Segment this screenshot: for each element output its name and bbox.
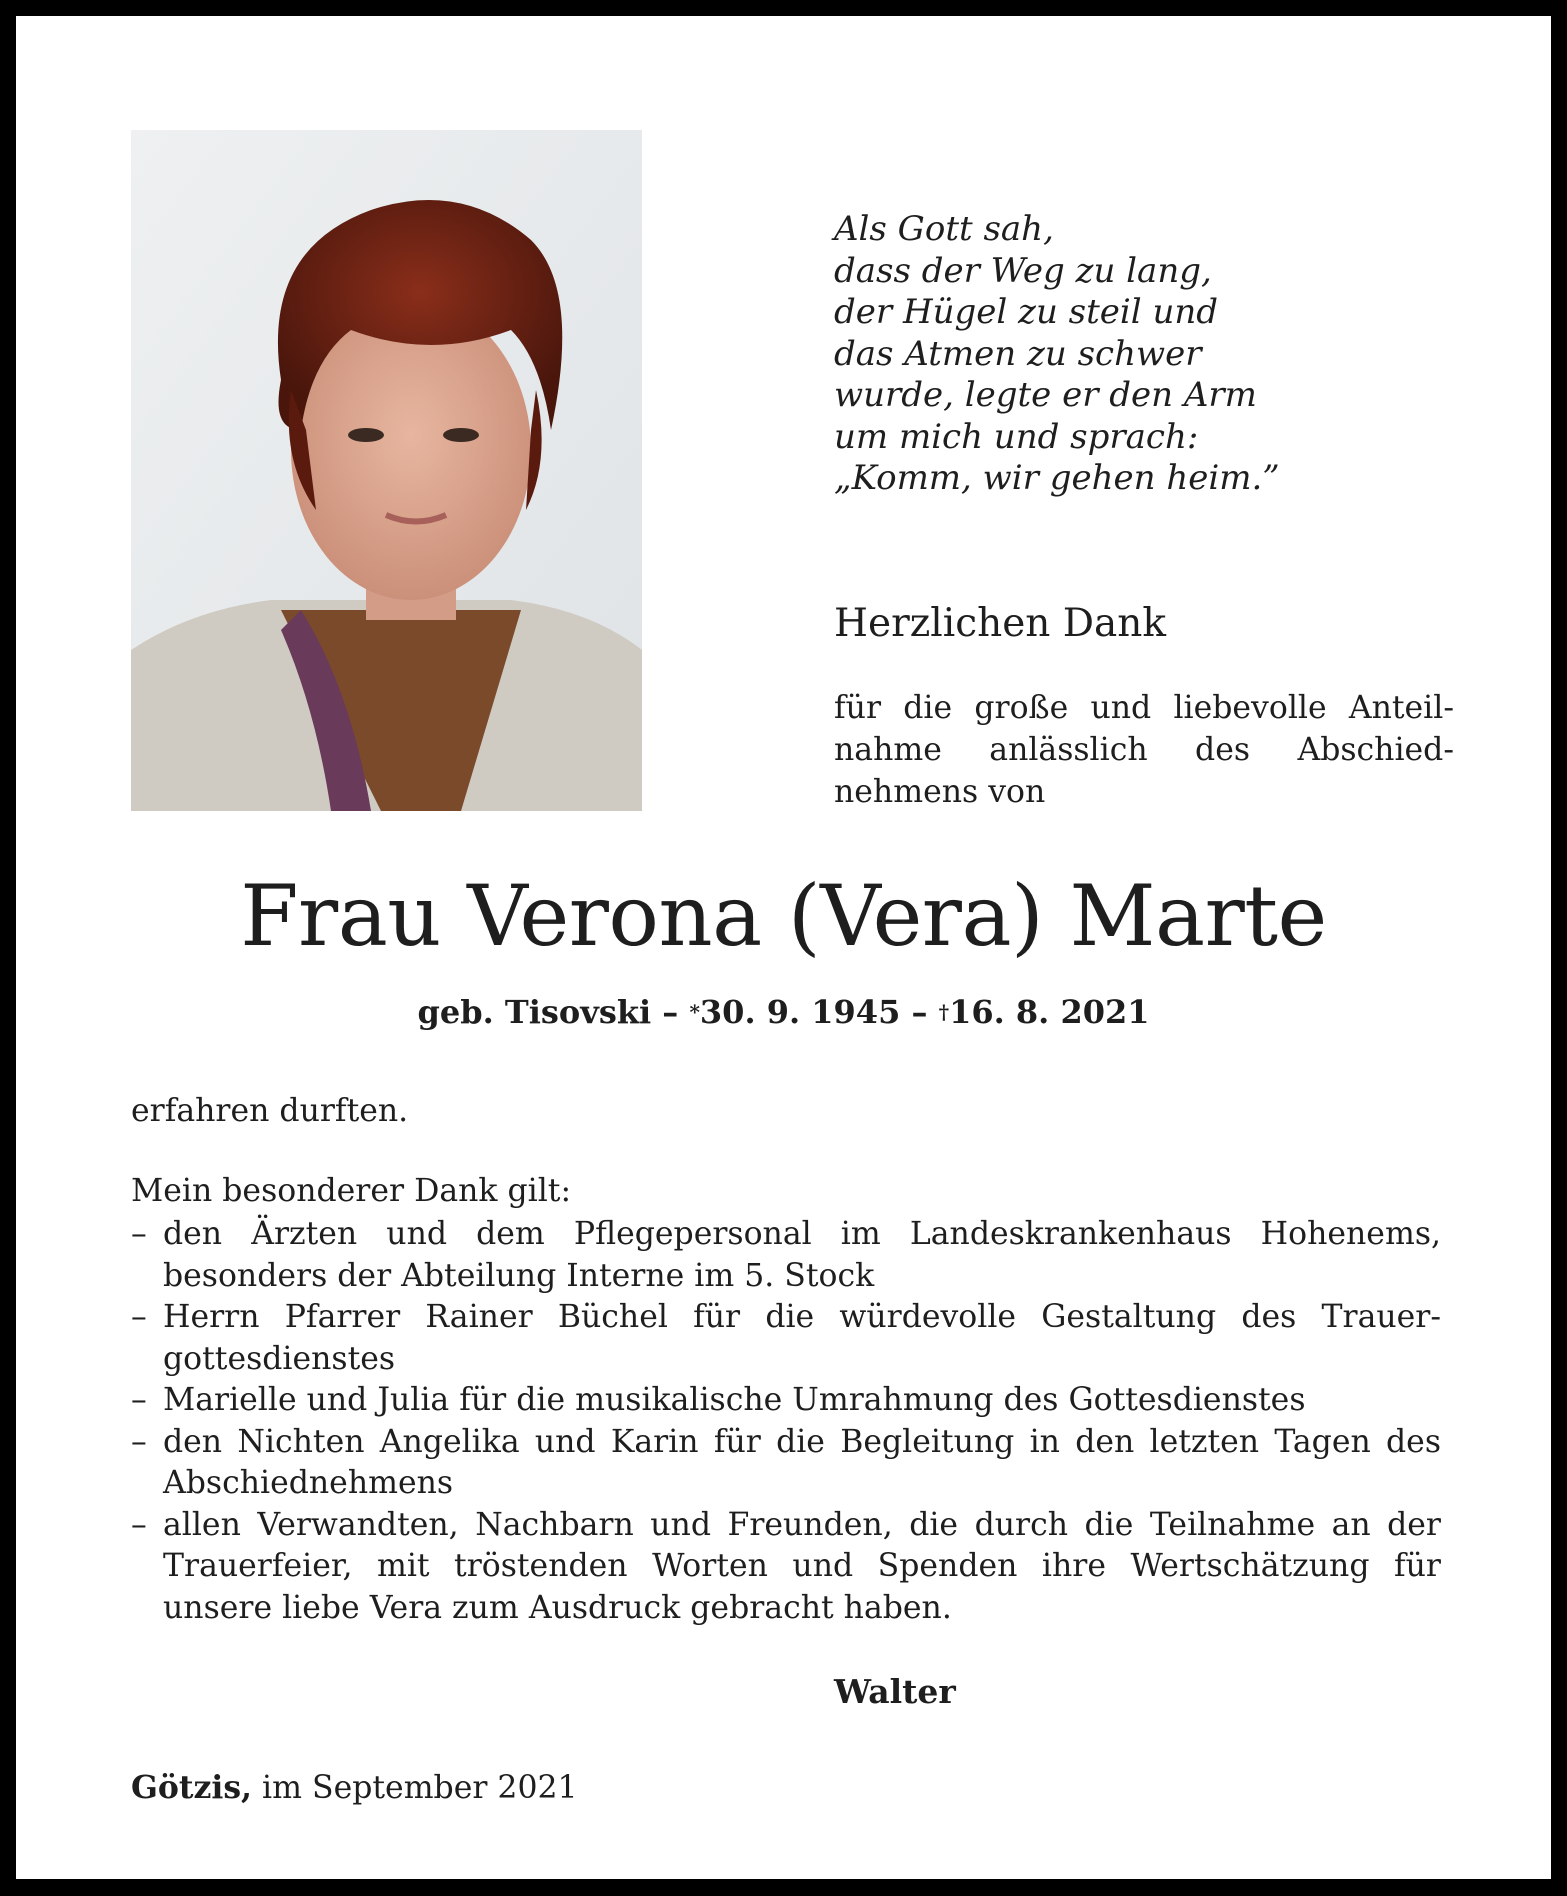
list-dash: – — [131, 1299, 147, 1335]
list-dash: – — [131, 1506, 147, 1543]
deceased-name: Frau Verona (Vera) Marte — [240, 867, 1327, 965]
obituary-notice — [16, 16, 1551, 1879]
poem — [834, 209, 1474, 500]
list-item — [131, 1214, 1441, 1297]
poem-line: um mich und sprach: — [834, 416, 1199, 457]
poem-line: das Atmen zu schwer — [834, 333, 1202, 374]
list-dash: – — [131, 1423, 147, 1460]
list-item — [131, 1297, 1441, 1380]
special-thanks-list — [131, 1214, 1441, 1629]
separator: – — [911, 993, 928, 1031]
list-item-text: allen Verwandten, Nachbarn und Freunden, die durch die Teilnahme an der Trauerfeier, mit tröstenden Worten und Spenden ihre Wertschätzung für unsere liebe Vera zum Ausdruck gebracht haben. — [163, 1506, 1441, 1626]
poem-line: „Komm, wir gehen heim.” — [834, 458, 1280, 498]
list-item — [131, 1380, 1441, 1422]
signature: Walter — [834, 1672, 956, 1711]
list-item-text: den Nichten Angelika und Karin für die Begleitung in den letzten Tagen des Abschiednehmens — [163, 1423, 1441, 1501]
intro-text: erfahren durften. — [131, 1093, 409, 1129]
life-dates — [16, 990, 1551, 1038]
death-symbol: † — [938, 1000, 950, 1024]
list-item-text: Herrn Pfarrer Rainer Büchel für die würdevolle Gestaltung des Trauergottesdienstes — [163, 1299, 1441, 1377]
poem-line: Als Gott sah, — [834, 209, 1054, 249]
special-thanks-heading: Mein besonderer Dank gilt: — [131, 1173, 572, 1209]
thanks-heading: Herzlichen Dank — [834, 601, 1167, 646]
poem-line: dass der Weg zu lang, — [834, 250, 1212, 291]
birth-date: 30. 9. 1945 — [699, 993, 901, 1031]
maiden-name: geb. Tisovski — [417, 993, 652, 1031]
list-item — [131, 1505, 1441, 1630]
list-dash: – — [131, 1216, 147, 1252]
thanks-text: für die große und liebevolle Anteilnahme anlässlich des Abschiednehmens von — [834, 690, 1454, 810]
separator: – — [662, 993, 679, 1031]
birth-symbol: * — [689, 1000, 700, 1024]
list-item — [131, 1422, 1441, 1505]
place-town: Götzis, — [131, 1769, 253, 1806]
list-item-text: den Ärzten und dem Pflegepersonal im Landeskrankenhaus Hohenems, besonders der Abteilung Interne im 5. Stock — [163, 1216, 1441, 1294]
list-item-text: Marielle und Julia für die musikalische Umrahmung des Gottesdienstes — [163, 1382, 1306, 1418]
list-dash: – — [131, 1382, 147, 1418]
portrait-photo — [131, 130, 642, 811]
poem-line: wurde, legte er den Arm — [834, 375, 1257, 415]
death-date: 16. 8. 2021 — [949, 993, 1150, 1031]
place-date-text: im September 2021 — [262, 1770, 578, 1806]
place-date — [131, 1766, 578, 1810]
poem-line: der Hügel zu steil und — [834, 292, 1219, 332]
